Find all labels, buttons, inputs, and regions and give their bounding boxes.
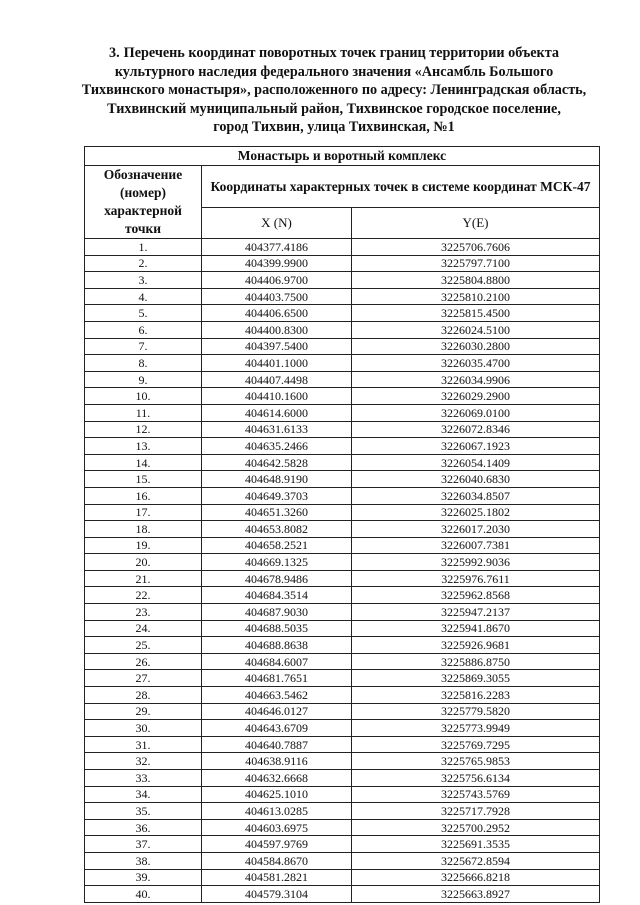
table-row	[85, 786, 600, 803]
y-coordinate-cell: 3225869.3055	[352, 670, 600, 687]
y-coordinate-cell: 3225769.7295	[352, 736, 600, 753]
x-coordinate-cell: 404649.3703	[202, 487, 352, 504]
y-coordinate-cell: 3225886.8750	[352, 653, 600, 670]
table-row	[85, 570, 600, 587]
x-coordinate-cell: 404640.7887	[202, 736, 352, 753]
point-number-cell: 5.	[85, 305, 202, 322]
y-coordinate-cell: 3225756.6134	[352, 770, 600, 787]
x-column-header: X (N)	[202, 208, 352, 239]
x-coordinate-cell: 404688.8638	[202, 637, 352, 654]
y-coordinate-cell: 3225804.8800	[352, 272, 600, 289]
y-coordinate-cell: 3225765.9853	[352, 753, 600, 770]
x-coordinate-cell: 404642.5828	[202, 454, 352, 471]
table-row	[85, 288, 600, 305]
table-row	[85, 438, 600, 455]
x-coordinate-cell: 404632.6668	[202, 770, 352, 787]
x-coordinate-cell: 404403.7500	[202, 288, 352, 305]
point-number-cell: 35.	[85, 803, 202, 820]
point-number-cell: 2.	[85, 255, 202, 272]
point-number-cell: 21.	[85, 570, 202, 587]
y-coordinate-cell: 3226017.2030	[352, 521, 600, 538]
y-coordinate-cell: 3226067.1923	[352, 438, 600, 455]
heading-line-1	[60, 44, 608, 63]
x-coordinate-cell: 404399.9900	[202, 255, 352, 272]
table-row	[85, 852, 600, 869]
point-number-cell: 39.	[85, 869, 202, 886]
document-heading	[60, 44, 608, 137]
heading-line-2: культурного наследия федерального значения «Ансамбль Большого	[114, 63, 554, 80]
y-coordinate-cell: 3226040.6830	[352, 471, 600, 488]
table-row	[85, 421, 600, 438]
point-number-cell: 18.	[85, 521, 202, 538]
table-row	[85, 736, 600, 753]
y-coordinate-cell: 3226029.2900	[352, 388, 600, 405]
x-coordinate-cell: 404410.1600	[202, 388, 352, 405]
x-coordinate-cell: 404653.8082	[202, 521, 352, 538]
point-number-cell: 27.	[85, 670, 202, 687]
x-coordinate-cell: 404584.8670	[202, 852, 352, 869]
x-coordinate-cell: 404684.6007	[202, 653, 352, 670]
y-coordinate-cell: 3225773.9949	[352, 720, 600, 737]
x-coordinate-cell: 404663.5462	[202, 687, 352, 704]
x-coordinate-cell: 404603.6975	[202, 819, 352, 836]
x-coordinate-cell: 404377.4186	[202, 239, 352, 256]
x-coordinate-cell: 404631.6133	[202, 421, 352, 438]
table-row	[85, 355, 600, 372]
point-number-cell: 33.	[85, 770, 202, 787]
coordinate-system-header: Координаты характерных точек в системе координат МСК-47	[202, 166, 600, 208]
x-coordinate-cell: 404684.3514	[202, 587, 352, 604]
table-row	[85, 321, 600, 338]
point-number-cell: 29.	[85, 703, 202, 720]
table-row	[85, 803, 600, 820]
y-coordinate-cell: 3226030.2800	[352, 338, 600, 355]
point-number-cell: 28.	[85, 687, 202, 704]
x-coordinate-cell: 404406.9700	[202, 272, 352, 289]
table-row	[85, 620, 600, 637]
table-row	[85, 521, 600, 538]
x-coordinate-cell: 404687.9030	[202, 604, 352, 621]
y-coordinate-cell: 3225815.4500	[352, 305, 600, 322]
y-coordinate-cell: 3225666.8218	[352, 869, 600, 886]
table-row	[85, 487, 600, 504]
table-row	[85, 272, 600, 289]
table-row	[85, 604, 600, 621]
point-number-cell: 26.	[85, 653, 202, 670]
y-coordinate-cell: 3226054.1409	[352, 454, 600, 471]
table-row	[85, 687, 600, 704]
table-row	[85, 587, 600, 604]
point-number-cell: 20.	[85, 554, 202, 571]
point-number-cell: 10.	[85, 388, 202, 405]
heading-line-4: Тихвинский муниципальный район, Тихвинское городское поселение,	[107, 100, 561, 117]
point-number-cell: 15.	[85, 471, 202, 488]
x-coordinate-cell: 404597.9769	[202, 836, 352, 853]
table-row	[85, 504, 600, 521]
table-row	[85, 653, 600, 670]
point-number-cell: 11.	[85, 404, 202, 421]
table-row	[85, 404, 600, 421]
y-coordinate-cell: 3225706.7606	[352, 239, 600, 256]
x-coordinate-cell: 404625.1010	[202, 786, 352, 803]
x-coordinate-cell: 404614.6000	[202, 404, 352, 421]
y-coordinate-cell: 3225717.7928	[352, 803, 600, 820]
heading-line-3: Тихвинского монастыря», расположенного по адресу: Ленинградская область,	[81, 82, 587, 98]
x-coordinate-cell: 404407.4498	[202, 371, 352, 388]
table-row	[85, 770, 600, 787]
x-coordinate-cell: 404688.5035	[202, 620, 352, 637]
y-column-header: Y(E)	[352, 208, 600, 239]
point-number-cell: 14.	[85, 454, 202, 471]
point-number-cell: 13.	[85, 438, 202, 455]
point-number-cell: 7.	[85, 338, 202, 355]
y-coordinate-cell: 3226035.4700	[352, 355, 600, 372]
point-number-cell: 38.	[85, 852, 202, 869]
y-coordinate-cell: 3225672.8594	[352, 852, 600, 869]
point-number-cell: 16.	[85, 487, 202, 504]
table-row	[85, 537, 600, 554]
point-number-cell: 24.	[85, 620, 202, 637]
table-row	[85, 338, 600, 355]
table-row	[85, 305, 600, 322]
x-coordinate-cell: 404658.2521	[202, 537, 352, 554]
y-coordinate-cell: 3225779.5820	[352, 703, 600, 720]
y-coordinate-cell: 3225663.8927	[352, 886, 600, 903]
y-coordinate-cell: 3226034.9906	[352, 371, 600, 388]
y-coordinate-cell: 3225816.2283	[352, 687, 600, 704]
point-number-cell: 32.	[85, 753, 202, 770]
designation-header: Обозначение (номер) характерной точки	[85, 166, 202, 239]
point-number-cell: 9.	[85, 371, 202, 388]
table-row	[85, 554, 600, 571]
x-coordinate-cell: 404613.0285	[202, 803, 352, 820]
y-coordinate-cell: 3225700.2952	[352, 819, 600, 836]
table-row	[85, 819, 600, 836]
coordinate-rows	[85, 239, 600, 903]
y-coordinate-cell: 3225976.7611	[352, 570, 600, 587]
point-number-cell: 30.	[85, 720, 202, 737]
point-number-cell: 1.	[85, 239, 202, 256]
point-number-cell: 22.	[85, 587, 202, 604]
x-coordinate-cell: 404635.2466	[202, 438, 352, 455]
point-number-cell: 36.	[85, 819, 202, 836]
table-row	[85, 371, 600, 388]
x-coordinate-cell: 404400.8300	[202, 321, 352, 338]
table-row	[85, 670, 600, 687]
y-coordinate-cell: 3225962.8568	[352, 587, 600, 604]
y-coordinate-cell: 3225992.9036	[352, 554, 600, 571]
y-coordinate-cell: 3226025.1802	[352, 504, 600, 521]
heading-line-1-text: Перечень координат поворотных точек границ территории объекта	[123, 45, 559, 61]
point-number-cell: 23.	[85, 604, 202, 621]
x-coordinate-cell: 404651.3260	[202, 504, 352, 521]
x-coordinate-cell: 404397.5400	[202, 338, 352, 355]
table-row	[85, 637, 600, 654]
y-coordinate-cell: 3225926.9681	[352, 637, 600, 654]
x-coordinate-cell: 404406.6500	[202, 305, 352, 322]
x-coordinate-cell: 404648.9190	[202, 471, 352, 488]
y-coordinate-cell: 3225941.8670	[352, 620, 600, 637]
x-coordinate-cell: 404678.9486	[202, 570, 352, 587]
y-coordinate-cell: 3225797.7100	[352, 255, 600, 272]
x-coordinate-cell: 404401.1000	[202, 355, 352, 372]
point-number-cell: 19.	[85, 537, 202, 554]
y-coordinate-cell: 3226069.0100	[352, 404, 600, 421]
section-number: 3.	[109, 45, 120, 61]
point-number-cell: 12.	[85, 421, 202, 438]
y-coordinate-cell: 3225743.5769	[352, 786, 600, 803]
table-row	[85, 753, 600, 770]
x-coordinate-cell: 404579.3104	[202, 886, 352, 903]
point-number-cell: 17.	[85, 504, 202, 521]
table-row	[85, 471, 600, 488]
x-coordinate-cell: 404646.0127	[202, 703, 352, 720]
table-row	[85, 388, 600, 405]
point-number-cell: 37.	[85, 836, 202, 853]
point-number-cell: 3.	[85, 272, 202, 289]
table-row	[85, 720, 600, 737]
point-number-cell: 34.	[85, 786, 202, 803]
y-coordinate-cell: 3225947.2137	[352, 604, 600, 621]
section-title: Монастырь и воротный комплекс	[85, 147, 600, 166]
y-coordinate-cell: 3225810.2100	[352, 288, 600, 305]
point-number-cell: 8.	[85, 355, 202, 372]
point-number-cell: 6.	[85, 321, 202, 338]
x-coordinate-cell: 404681.7651	[202, 670, 352, 687]
x-coordinate-cell: 404581.2821	[202, 869, 352, 886]
y-coordinate-cell: 3226007.7381	[352, 537, 600, 554]
y-coordinate-cell: 3226072.8346	[352, 421, 600, 438]
point-number-cell: 25.	[85, 637, 202, 654]
table-row	[85, 454, 600, 471]
point-number-cell: 4.	[85, 288, 202, 305]
y-coordinate-cell: 3225691.3535	[352, 836, 600, 853]
y-coordinate-cell: 3226024.5100	[352, 321, 600, 338]
table-row	[85, 703, 600, 720]
point-number-cell: 31.	[85, 736, 202, 753]
heading-line-5: город Тихвин, улица Тихвинская, №1	[213, 119, 455, 135]
table-row	[85, 886, 600, 903]
x-coordinate-cell: 404638.9116	[202, 753, 352, 770]
coordinates-table	[84, 146, 600, 903]
x-coordinate-cell: 404669.1325	[202, 554, 352, 571]
table-row	[85, 239, 600, 256]
point-number-cell: 40.	[85, 886, 202, 903]
x-coordinate-cell: 404643.6709	[202, 720, 352, 737]
table-row	[85, 836, 600, 853]
table-row	[85, 255, 600, 272]
table-row	[85, 869, 600, 886]
y-coordinate-cell: 3226034.8507	[352, 487, 600, 504]
